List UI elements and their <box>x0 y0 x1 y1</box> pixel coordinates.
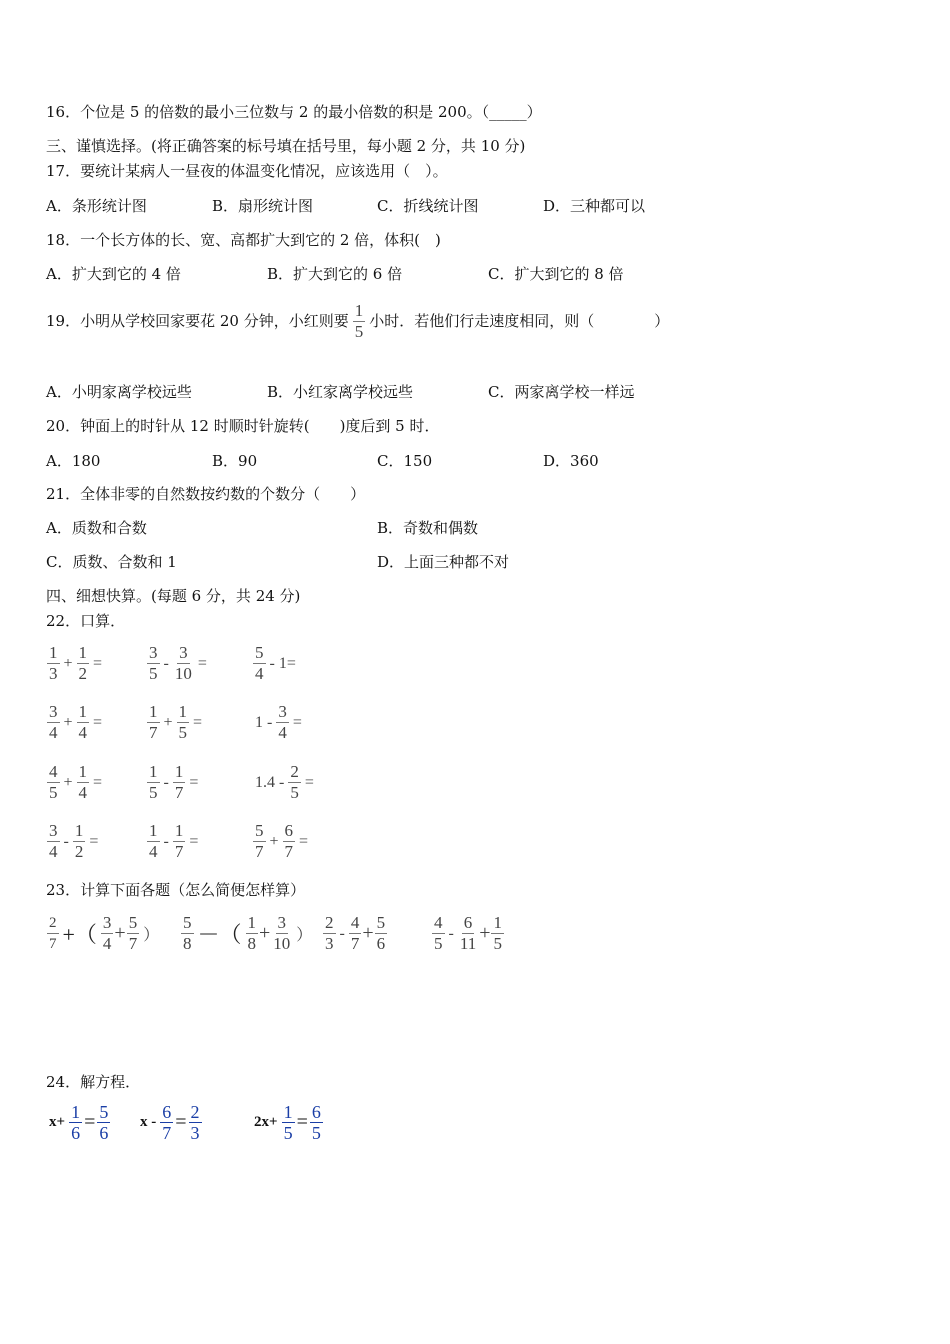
fraction <box>173 643 194 684</box>
fraction <box>288 762 301 803</box>
numerator: 1 <box>174 821 184 840</box>
q23-expression-3: $\frac{2}{3}$ - $\frac{4}{7}$ + $\frac{5}{6}$ <box>325 913 386 953</box>
operator: = <box>175 1111 187 1133</box>
operator: + <box>63 773 73 791</box>
operator: = <box>193 713 203 731</box>
operator: 1 - <box>255 713 273 731</box>
q22-expression <box>46 702 105 743</box>
operator: - <box>163 832 169 850</box>
fraction <box>282 1102 295 1143</box>
fraction <box>97 1102 110 1143</box>
operator: + <box>163 713 173 731</box>
fraction <box>47 762 60 803</box>
q17-option-c: C．折线统计图 <box>377 197 479 215</box>
q18-option-b: B．扩大到它的 6 倍 <box>267 265 403 283</box>
question-18: 18．一个长方体的长、宽、高都扩大到它的 2 倍，体积( ) <box>46 231 441 249</box>
numerator: 3 <box>149 643 158 662</box>
operator: + <box>63 713 73 731</box>
q24-equation <box>46 1102 111 1143</box>
numerator: 4 <box>49 762 58 781</box>
q24-equation <box>251 1102 324 1143</box>
fraction <box>147 643 160 684</box>
fraction <box>147 702 160 743</box>
question-20: 20．钟面上的时针从 12 时顺时针旋转( )度后到 5 时． <box>46 417 440 435</box>
operator: 2x+ <box>254 1114 278 1130</box>
numerator: 1 <box>149 762 158 781</box>
operator: = <box>304 773 314 791</box>
denominator: 7 <box>174 842 184 861</box>
q19-option-c: C．两家离学校一样远 <box>488 383 635 401</box>
denominator: 5 <box>49 783 58 802</box>
denominator: 4 <box>49 842 58 861</box>
q21-option-a: A．质数和合数 <box>46 519 147 537</box>
q21-option-c: C．质数、合数和 1 <box>46 553 177 571</box>
numerator: 3 <box>49 821 58 840</box>
denominator: 3 <box>49 664 58 683</box>
numerator: 6 <box>311 1102 321 1122</box>
fraction <box>47 643 60 684</box>
fraction <box>147 762 160 803</box>
denominator: 10 <box>174 664 192 683</box>
denominator: 7 <box>149 723 158 742</box>
numerator: 1 <box>178 702 188 721</box>
operator: 1.4 - <box>255 773 285 791</box>
question-22: 22．口算． <box>46 612 126 630</box>
denominator: 4 <box>255 664 264 683</box>
q22-expression <box>46 821 101 862</box>
fraction <box>283 821 296 862</box>
question-17: 17．要统计某病人一昼夜的体温变化情况，应该选用（ ）。 <box>46 162 448 180</box>
fraction <box>77 643 90 684</box>
question-19 <box>46 298 669 344</box>
q22-expression <box>252 702 305 743</box>
numerator: 1 <box>49 643 58 662</box>
numerator: 1 <box>71 1102 81 1122</box>
denominator: 5 <box>290 783 299 802</box>
q22-expression <box>252 821 311 862</box>
q22-expression <box>146 702 205 743</box>
denominator: 4 <box>78 723 88 742</box>
fraction <box>69 1102 82 1143</box>
denominator: 5 <box>178 723 188 742</box>
numerator: 5 <box>99 1102 109 1122</box>
operator: = <box>189 773 199 791</box>
question-21: 21．全体非零的自然数按约数的个数分（ ） <box>46 485 366 503</box>
q19-fraction <box>353 301 366 342</box>
numerator: 1 <box>283 1102 293 1122</box>
fraction <box>253 643 266 684</box>
operator: - 1= <box>269 654 296 672</box>
numerator: 1 <box>74 821 84 840</box>
denominator: 5 <box>149 664 158 683</box>
denominator: 3 <box>190 1123 200 1143</box>
denominator: 7 <box>284 842 294 861</box>
numerator: 1 <box>78 702 88 721</box>
denominator: 5 <box>283 1123 293 1143</box>
numerator: 6 <box>284 821 294 840</box>
q21-option-b: B．奇数和偶数 <box>377 519 479 537</box>
operator: = <box>93 654 103 672</box>
q22-expression <box>46 762 105 803</box>
numerator: 1 <box>78 762 88 781</box>
operator: = <box>189 832 199 850</box>
fraction <box>77 702 90 743</box>
numerator: 3 <box>278 702 287 721</box>
numerator: 1 <box>149 821 158 840</box>
q20-option-a: A．180 <box>46 452 101 470</box>
q17-option-d: D．三种都可以 <box>543 197 646 215</box>
operator: x+ <box>49 1114 66 1130</box>
operator: = <box>292 713 302 731</box>
fraction <box>189 1102 202 1143</box>
fraction <box>177 702 190 743</box>
numerator: 2 <box>290 762 299 781</box>
q22-expression <box>146 762 201 803</box>
operator: = <box>93 713 103 731</box>
q19-text-a: 19．小明从学校回家要花 20 分钟，小红则要 <box>46 312 349 330</box>
fraction <box>47 821 60 862</box>
denominator: 4 <box>278 723 287 742</box>
fraction <box>147 821 160 862</box>
q19-frac-numerator: 1 <box>354 300 364 320</box>
operator: + <box>269 832 279 850</box>
numerator: 3 <box>179 643 188 662</box>
operator: + <box>63 654 73 672</box>
numerator: 5 <box>255 821 264 840</box>
denominator: 6 <box>71 1123 81 1143</box>
denominator: 5 <box>311 1123 321 1143</box>
operator: - <box>163 773 169 791</box>
numerator: 1 <box>78 643 88 662</box>
question-16: 16．个位是 5 的倍数的最小三位数与 2 的最小倍数的积是 200。（_____） <box>46 103 542 121</box>
denominator: 4 <box>149 842 158 861</box>
numerator: 2 <box>190 1102 200 1122</box>
operator: = <box>93 773 103 791</box>
denominator: 2 <box>78 664 88 683</box>
q21-option-d: D．上面三种都不对 <box>377 553 510 571</box>
q18-option-a: A．扩大到它的 4 倍 <box>46 265 181 283</box>
q24-equation <box>137 1102 203 1143</box>
section-4-title: 四、细想快算。(每题 6 分，共 24 分) <box>46 587 301 605</box>
section-3-title: 三、谨慎选择。(将正确答案的标号填在括号里，每小题 2 分，共 10 分) <box>46 137 526 155</box>
q23-expression-4: $\frac{4}{5}$ - $\frac{6}{11}$ + $\frac{1}{5}$ <box>434 913 502 953</box>
fraction <box>73 821 86 862</box>
q23-expression-1: $\frac{2}{7}$ +（ $\frac{3}{4}$ + $\frac{5}{7}$ ） <box>49 913 160 953</box>
q22-expression <box>46 643 105 684</box>
numerator: 3 <box>49 702 58 721</box>
denominator: 7 <box>174 783 184 802</box>
numerator: 6 <box>162 1102 172 1122</box>
fraction <box>173 762 186 803</box>
denominator: 6 <box>99 1123 109 1143</box>
fraction <box>77 762 90 803</box>
q17-option-a: A．条形统计图 <box>46 197 147 215</box>
denominator: 4 <box>49 723 58 742</box>
q17-option-b: B．扇形统计图 <box>212 197 314 215</box>
fraction <box>160 1102 173 1143</box>
operator: x - <box>140 1114 157 1130</box>
fraction <box>253 821 266 862</box>
q22-expression <box>252 762 317 803</box>
q19-frac-denominator: 5 <box>354 321 364 341</box>
q20-option-d: D．360 <box>543 452 599 470</box>
question-24: 24．解方程． <box>46 1073 141 1091</box>
q20-option-b: B．90 <box>212 452 258 470</box>
numerator: 1 <box>149 702 158 721</box>
q22-expression <box>146 643 210 684</box>
q19-option-b: B．小红家离学校远些 <box>267 383 414 401</box>
operator: = <box>197 654 207 672</box>
operator: = <box>296 1111 308 1133</box>
operator: = <box>84 1111 96 1133</box>
q22-expression <box>146 821 201 862</box>
numerator: 5 <box>255 643 264 662</box>
denominator: 5 <box>149 783 158 802</box>
q20-option-c: C．150 <box>377 452 433 470</box>
denominator: 2 <box>74 842 84 861</box>
fraction <box>47 702 60 743</box>
operator: - <box>163 654 169 672</box>
q19-text-b: 小时．若他们行走速度相同，则（ ） <box>369 312 670 330</box>
question-23: 23．计算下面各题（怎么简便怎样算） <box>46 881 306 899</box>
operator: = <box>299 832 309 850</box>
q22-expression <box>252 643 299 684</box>
fraction <box>276 702 289 743</box>
operator: - <box>63 832 69 850</box>
denominator: 7 <box>162 1123 172 1143</box>
fraction <box>173 821 186 862</box>
q18-option-c: C．扩大到它的 8 倍 <box>488 265 624 283</box>
denominator: 4 <box>78 783 88 802</box>
numerator: 1 <box>174 762 184 781</box>
denominator: 7 <box>255 842 264 861</box>
fraction <box>310 1102 323 1143</box>
q19-option-a: A．小明家离学校远些 <box>46 383 192 401</box>
q23-expression-2: $\frac{5}{8}$ －（ $\frac{1}{8}$ + $\frac{3}{10}$ ） <box>183 913 313 953</box>
operator: = <box>89 832 99 850</box>
